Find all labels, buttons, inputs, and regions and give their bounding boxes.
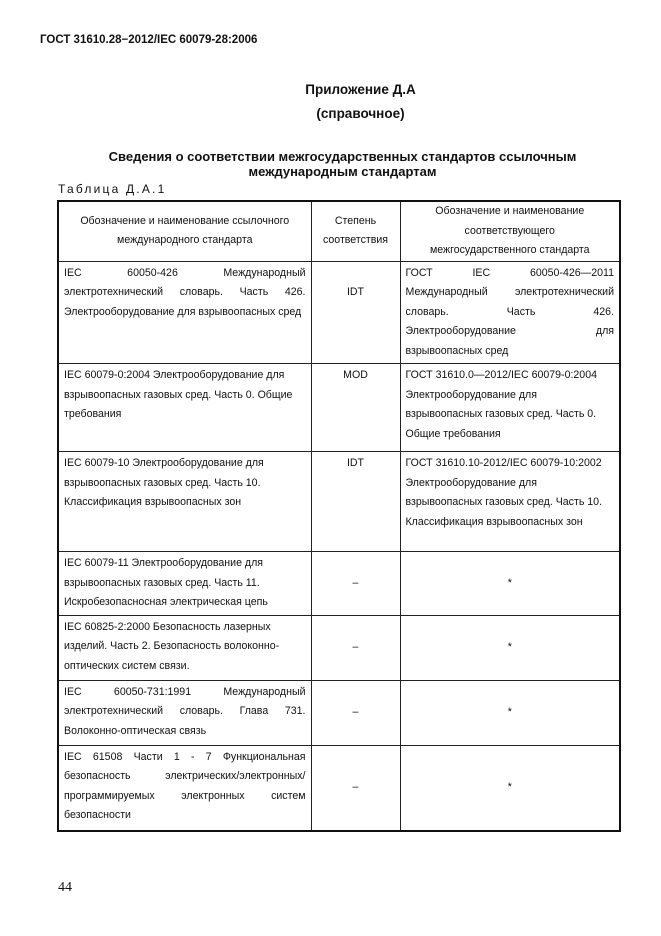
international-standard: IEC 61508 Части 1 - 7 Функциональная безопасность электрических/электронных/программируемых электронных систем безопасности	[58, 745, 311, 831]
international-standard: IEC 60079-0:2004 Электрооборудование для взрывоопасных газовых сред. Часть 0. Общие требования	[58, 364, 311, 452]
degree-of-correspondence: –	[311, 552, 400, 616]
interstate-standard: *	[400, 615, 620, 680]
interstate-standard: *	[400, 745, 620, 831]
table-row	[58, 452, 620, 552]
degree-of-correspondence: –	[311, 745, 400, 831]
degree-of-correspondence: –	[311, 615, 400, 680]
interstate-standard: ГОСТ 31610.0—2012/IEC 60079-0:2004 Электрооборудование для взрывоопасных газовых сред. Часть 0. Общие требования	[400, 364, 620, 452]
document-header: ГОСТ 31610.28−2012/IEC 60079-28:2006	[40, 34, 258, 46]
section-title	[12, 149, 661, 179]
page-number: 44	[58, 880, 72, 895]
interstate-standard: ГОСТ 31610.10-2012/IEC 60079-10:2002 Электрооборудование для взрывоопасных газовых сред. Часть 10. Классификация взрывоопасных зон	[400, 452, 620, 552]
column-header-interstate: Обозначение и наименование соответствующего межгосударственного стандарта	[400, 201, 620, 261]
table-header-row	[58, 201, 620, 261]
degree-of-correspondence: MOD	[311, 364, 400, 452]
column-header-degree: Степень соответствия	[311, 201, 400, 261]
table-caption: Таблица Д.А.1	[58, 182, 167, 196]
table-row	[58, 261, 620, 364]
appendix-type: (справочное)	[316, 106, 405, 121]
section-title-text: Сведения о соответствии межгосударственных стандартов ссылочным международным стандартам	[108, 149, 577, 179]
correspondence-table	[57, 200, 621, 832]
international-standard: IEC 60050-426 Международный электротехнический словарь. Часть 426. Электрооборудование для взрывоопасных сред	[58, 261, 311, 364]
interstate-standard: ГОСТ IEC 60050-426—2011 Международный электротехнический словарь. Часть 426. Электрооборудование для взрывоопасных сред	[400, 261, 620, 364]
interstate-standard: *	[400, 680, 620, 745]
degree-of-correspondence: IDT	[311, 261, 400, 364]
appendix-title: Приложение Д.А	[305, 82, 416, 97]
interstate-standard: *	[400, 552, 620, 616]
international-standard: IEC 60079-11 Электрооборудование для взрывоопасных газовых сред. Часть 11. Искробезопасносная электрическая цепь	[58, 552, 311, 616]
table-row	[58, 552, 620, 616]
table-row	[58, 680, 620, 745]
degree-of-correspondence: IDT	[311, 452, 400, 552]
column-header-international: Обозначение и наименование ссылочного международного стандарта	[58, 201, 311, 261]
degree-of-correspondence: –	[311, 680, 400, 745]
international-standard: IEC 60825-2:2000 Безопасность лазерных изделий. Часть 2. Безопасность волоконно-оптических систем связи.	[58, 615, 311, 680]
table-row	[58, 364, 620, 452]
table-row	[58, 745, 620, 831]
table-row	[58, 615, 620, 680]
international-standard: IEC 60050-731:1991 Международный электротехнический словарь. Глава 731. Волоконно-оптическая связь	[58, 680, 311, 745]
international-standard: IEC 60079-10 Электрооборудование для взрывоопасных газовых сред. Часть 10. Классификация взрывоопасных зон	[58, 452, 311, 552]
